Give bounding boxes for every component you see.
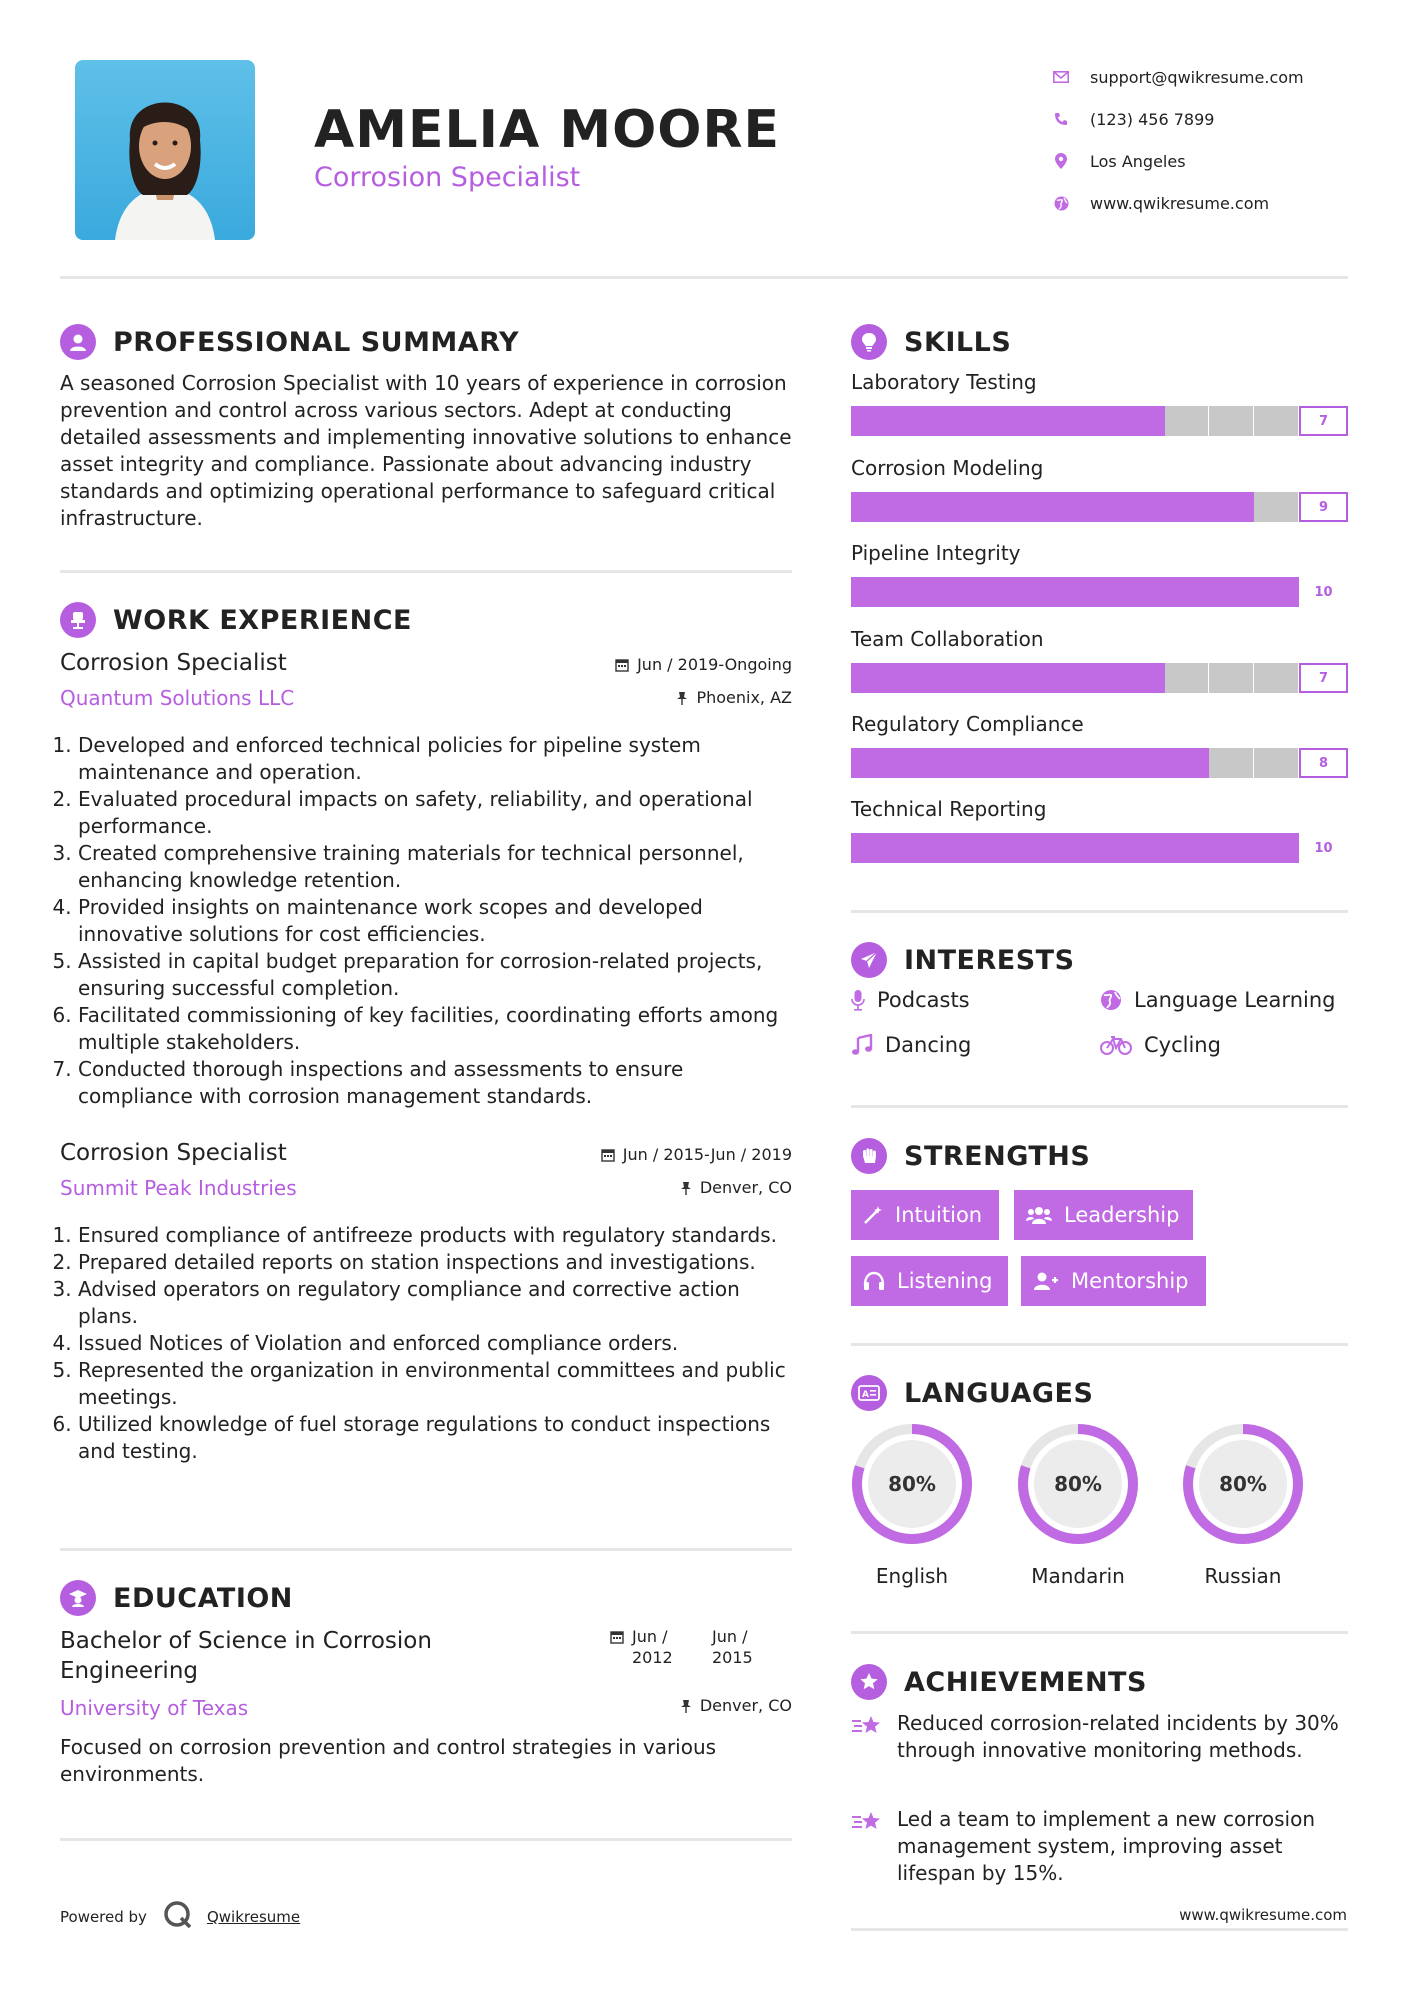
user-icon: [60, 324, 96, 360]
job-bullet: 3. Created comprehensive training materials for technical personnel, enhancing knowledge retention.: [78, 840, 792, 894]
graduate-icon: [60, 1580, 96, 1616]
skill-segment-filled: [851, 663, 896, 693]
job-company: Summit Peak Industries: [60, 1176, 297, 1200]
job-bullet: 1. Ensured compliance of antifreeze products with regulatory standards.: [78, 1222, 792, 1249]
skill-segment-filled: [1030, 406, 1075, 436]
phone-icon: [1050, 108, 1072, 130]
achievement-text: Led a team to implement a new corrosion management system, improving asset lifespan by 15%.: [897, 1807, 1316, 1885]
language-ring: [1181, 1422, 1305, 1546]
footer-url[interactable]: www.qwikresume.com: [1179, 1906, 1347, 1924]
shooting-star-icon: [851, 1710, 897, 1764]
achievement-item: [851, 1806, 1348, 1887]
skill-segment-filled: [1254, 577, 1299, 607]
skill-segment-filled: [985, 577, 1030, 607]
summary-title: PROFESSIONAL SUMMARY: [113, 326, 520, 358]
skill-name: Laboratory Testing: [851, 370, 1037, 394]
star-badge-icon: [851, 1664, 887, 1700]
user-plus-icon: [1033, 1271, 1059, 1291]
skill-segment-filled: [941, 406, 986, 436]
job-date: [615, 655, 792, 674]
skill-segment-filled: [1120, 577, 1165, 607]
skill-segment-filled: [851, 748, 896, 778]
edu-school: University of Texas: [60, 1696, 249, 1720]
skill-segment-empty: [1165, 663, 1209, 693]
job-bullets: [60, 732, 792, 1110]
education-divider: [60, 1838, 792, 1841]
job-bullet: 2. Evaluated procedural impacts on safety, reliability, and operational performance.: [78, 786, 792, 840]
language-percent: 80%: [1219, 1472, 1267, 1496]
skill-name: Team Collaboration: [851, 627, 1044, 651]
skill-segment-filled: [851, 406, 896, 436]
edu-dates: [610, 1626, 792, 1668]
skill-segment-filled: [1030, 833, 1075, 863]
edu-description: Focused on corrosion prevention and control strategies in various environments.: [60, 1735, 717, 1786]
skill-segment-filled: [1075, 833, 1120, 863]
skill-segment-filled: [896, 663, 941, 693]
skill-segment-filled: [941, 663, 986, 693]
skill-name: Regulatory Compliance: [851, 712, 1084, 736]
bicycle-icon: [1100, 1035, 1132, 1055]
skill-segment-empty: [1209, 406, 1253, 436]
skill-segment-filled: [985, 406, 1030, 436]
languages-divider: [851, 1631, 1348, 1634]
skill-segment-filled: [1030, 663, 1075, 693]
profile-photo: [75, 60, 255, 240]
interests-heading: [851, 942, 1075, 978]
skill-segment-filled: [1120, 406, 1165, 436]
job-bullet: 7. Conducted thorough inspections and assessments to ensure compliance with corrosion management standards.: [78, 1056, 792, 1110]
skill-segment-filled: [851, 492, 896, 522]
qwikresume-link[interactable]: Qwikresume: [206, 1908, 301, 1926]
job-bullets: [60, 1222, 792, 1465]
job-location-text: Phoenix, AZ: [696, 688, 792, 707]
job-bullet: 5. Represented the organization in environmental committees and public meetings.: [78, 1357, 792, 1411]
skill-segment-filled: [1165, 833, 1210, 863]
skill-name: Pipeline Integrity: [851, 541, 1021, 565]
location-pin-icon: [1050, 150, 1072, 172]
skill-segment-filled: [1254, 833, 1299, 863]
powered-by-text: Powered by: [60, 1908, 147, 1926]
language-ring: [1016, 1422, 1140, 1546]
job-company: Quantum Solutions LLC: [60, 686, 295, 710]
skill-segment-empty: [1209, 748, 1253, 778]
skill-bar: [851, 833, 1348, 863]
interests-divider: [851, 1105, 1348, 1108]
headphones-icon: [863, 1271, 885, 1291]
paper-plane-icon: [851, 942, 887, 978]
skill-segment-empty: [1254, 406, 1298, 436]
skills-title: SKILLS: [904, 326, 1012, 358]
skill-item: [851, 712, 1348, 778]
skill-item: [851, 797, 1348, 863]
skill-item: [851, 541, 1348, 607]
svg-text:A: A: [862, 1390, 869, 1400]
skill-segment-filled: [1165, 577, 1210, 607]
skill-segment-filled: [896, 492, 941, 522]
skill-level: 7: [1299, 663, 1348, 693]
skill-level: 10: [1299, 833, 1348, 863]
skill-segment-empty: [1165, 406, 1209, 436]
contact-website[interactable]: [1050, 182, 1380, 224]
job-location: [680, 1178, 792, 1197]
skill-segment-filled: [941, 492, 986, 522]
skill-segment-filled: [1120, 833, 1165, 863]
job-bullet: 4. Provided insights on maintenance work scopes and developed innovative solutions for cost efficiencies.: [78, 894, 792, 948]
footer-powered-by: [60, 1900, 300, 1934]
language-percent: 80%: [1054, 1472, 1102, 1496]
skill-bar: [851, 406, 1348, 436]
education-entry: [60, 1626, 792, 1788]
skill-segment-empty: [1254, 492, 1298, 522]
interest-item: [1100, 988, 1335, 1012]
skill-segment-filled: [851, 833, 896, 863]
skill-segment-filled: [896, 748, 941, 778]
skill-segment-filled: [1209, 833, 1254, 863]
skill-segment-filled: [1209, 492, 1254, 522]
language-item: [1013, 1422, 1143, 1588]
skill-name: Corrosion Modeling: [851, 456, 1044, 480]
skill-bar: [851, 748, 1348, 778]
language-item: [847, 1422, 977, 1588]
skill-item: [851, 370, 1348, 436]
lightbulb-icon: [851, 324, 887, 360]
skill-segment-filled: [941, 577, 986, 607]
skill-item: [851, 456, 1348, 522]
interest-item: [851, 1033, 971, 1057]
skill-segment-filled: [941, 833, 986, 863]
globe-icon: [1100, 989, 1122, 1011]
skills-divider: [851, 910, 1348, 913]
strength-tag: [1014, 1190, 1193, 1240]
skill-level: 9: [1299, 492, 1348, 522]
skill-segment-filled: [985, 748, 1030, 778]
language-icon: [851, 1375, 887, 1411]
strength-label: Listening: [897, 1269, 993, 1293]
achievement-item: [851, 1710, 1348, 1764]
job-date-text: Jun / 2019-Ongoing: [637, 655, 792, 674]
strength-tag: [851, 1256, 1008, 1306]
skill-segment-empty: [1209, 663, 1253, 693]
job-location-text: Denver, CO: [699, 1178, 792, 1197]
skill-segment-filled: [1075, 663, 1120, 693]
education-heading: [60, 1580, 293, 1616]
calendar-icon: [610, 1630, 624, 1644]
job-location: [676, 688, 792, 707]
job-bullet: 2. Prepared detailed reports on station inspections and investigations.: [78, 1249, 792, 1276]
job-bullet: 6. Utilized knowledge of fuel storage regulations to conduct inspections and testing.: [78, 1411, 792, 1465]
edu-location: [680, 1696, 792, 1715]
microphone-icon: [851, 989, 865, 1011]
experience-title: WORK EXPERIENCE: [113, 604, 412, 636]
contact-website-text: www.qwikresume.com: [1090, 193, 1270, 213]
achievements-divider: [851, 1928, 1348, 1931]
summary-heading: [60, 324, 519, 360]
shooting-star-icon: [851, 1806, 897, 1887]
interest-label: Cycling: [1144, 1033, 1221, 1057]
globe-icon: [1050, 192, 1072, 214]
candidate-title: Corrosion Specialist: [314, 162, 581, 193]
interest-label: Podcasts: [877, 988, 970, 1012]
music-note-icon: [851, 1034, 873, 1056]
skill-segment-filled: [985, 492, 1030, 522]
job-bullet: 5. Assisted in capital budget preparation for corrosion-related projects, ensuring successful completion.: [78, 948, 792, 1002]
skill-segment-filled: [1030, 577, 1075, 607]
edu-end: Jun / 2015: [712, 1627, 753, 1667]
strength-label: Mentorship: [1071, 1269, 1189, 1293]
skill-segment-filled: [1165, 492, 1210, 522]
skill-segment-filled: [851, 577, 896, 607]
skill-segment-filled: [896, 577, 941, 607]
pushpin-icon: [676, 691, 688, 705]
strengths-heading: [851, 1138, 1090, 1174]
job-bullet: 6. Facilitated commissioning of key facilities, coordinating efforts among multiple stakeholders.: [78, 1002, 792, 1056]
interests-title: INTERESTS: [904, 944, 1075, 976]
edu-start: Jun / 2012: [632, 1627, 673, 1667]
skill-level: 10: [1299, 577, 1348, 607]
summary-divider: [60, 570, 792, 573]
edu-location-text: Denver, CO: [699, 1696, 792, 1715]
skill-segment-filled: [1120, 492, 1165, 522]
job-bullet: 4. Issued Notices of Violation and enforced compliance orders.: [78, 1330, 792, 1357]
achievements-heading: [851, 1664, 1147, 1700]
job-bullet: 3. Advised operators on regulatory compliance and corrective action plans.: [78, 1276, 792, 1330]
contact-email[interactable]: [1050, 56, 1380, 98]
strength-label: Leadership: [1064, 1203, 1180, 1227]
fist-icon: [851, 1138, 887, 1174]
skill-segment-filled: [1209, 577, 1254, 607]
achievement-text: Reduced corrosion-related incidents by 30% through innovative monitoring methods.: [897, 1711, 1339, 1762]
skills-heading: [851, 324, 1011, 360]
pushpin-icon: [680, 1699, 692, 1713]
education-title: EDUCATION: [113, 1582, 293, 1614]
skill-segment-filled: [1075, 406, 1120, 436]
skill-segment-empty: [1254, 663, 1298, 693]
strengths-divider: [851, 1343, 1348, 1346]
magic-wand-icon: [863, 1205, 883, 1225]
job-date-text: Jun / 2015-Jun / 2019: [622, 1145, 792, 1164]
job-entry-2: [60, 1140, 792, 1465]
achievements-title: ACHIEVEMENTS: [904, 1666, 1147, 1698]
contact-phone[interactable]: [1050, 98, 1380, 140]
contact-location: [1050, 140, 1380, 182]
skill-segment-filled: [1120, 663, 1165, 693]
language-item: [1178, 1422, 1308, 1588]
skill-name: Technical Reporting: [851, 797, 1047, 821]
job-entry-1: [60, 650, 792, 1110]
skill-bar: [851, 577, 1348, 607]
skill-bar: [851, 492, 1348, 522]
experience-heading: [60, 602, 412, 638]
interest-label: Dancing: [885, 1033, 972, 1057]
job-title: Corrosion Specialist: [60, 1140, 287, 1166]
users-icon: [1026, 1205, 1052, 1225]
skill-level: 7: [1299, 406, 1348, 436]
header-divider: [60, 276, 1348, 279]
skill-segment-filled: [1030, 492, 1075, 522]
contact-email-text: support@qwikresume.com: [1090, 67, 1304, 87]
skill-segment-filled: [896, 406, 941, 436]
skill-segment-filled: [941, 748, 986, 778]
language-ring: [850, 1422, 974, 1546]
job-bullet: 1. Developed and enforced technical policies for pipeline system maintenance and operation.: [78, 732, 792, 786]
interest-label: Language Learning: [1134, 988, 1336, 1012]
job-title: Corrosion Specialist: [60, 650, 287, 676]
skill-segment-filled: [1165, 748, 1210, 778]
skill-bar: [851, 663, 1348, 693]
experience-divider: [60, 1548, 792, 1551]
interest-item: [1100, 1033, 1221, 1057]
contact-location-text: Los Angeles: [1090, 151, 1186, 171]
strength-tag: [851, 1190, 999, 1240]
skill-segment-filled: [1120, 748, 1165, 778]
strength-tag: [1021, 1256, 1206, 1306]
languages-title: LANGUAGES: [904, 1377, 1094, 1409]
calendar-icon: [615, 658, 629, 672]
skill-segment-filled: [896, 833, 941, 863]
contact-list: [1050, 56, 1380, 224]
languages-heading: [851, 1375, 1093, 1411]
skill-segment-filled: [1030, 748, 1075, 778]
edu-degree: Bachelor of Science in Corrosion Engineering: [60, 1628, 432, 1684]
contact-phone-text: (123) 456 7899: [1090, 109, 1215, 129]
skill-level: 8: [1299, 748, 1348, 778]
skill-segment-filled: [985, 833, 1030, 863]
strengths-title: STRENGTHS: [904, 1140, 1091, 1172]
job-date: [601, 1145, 792, 1164]
summary-text: A seasoned Corrosion Specialist with 10 years of experience in corrosion prevention and control across various sectors. Adept at conducting detailed assessments and implementing innovative solutions to enhance asset integrity and compliance. Passionate about advancing industry standards and optimizing operational performance to safeguard critical infrastructure.: [60, 371, 792, 530]
language-name: English: [875, 1564, 949, 1588]
language-name: Mandarin: [1031, 1564, 1125, 1588]
candidate-name: AMELIA MOORE: [314, 100, 781, 160]
language-name: Russian: [1204, 1564, 1282, 1588]
skill-segment-filled: [985, 663, 1030, 693]
chair-icon: [60, 602, 96, 638]
language-percent: 80%: [888, 1472, 936, 1496]
pushpin-icon: [680, 1181, 692, 1195]
interest-item: [851, 988, 970, 1012]
envelope-icon: [1050, 66, 1072, 88]
skill-item: [851, 627, 1348, 693]
skill-segment-empty: [1254, 748, 1298, 778]
skill-segment-filled: [1075, 748, 1120, 778]
strength-label: Intuition: [895, 1203, 983, 1227]
calendar-icon: [601, 1148, 615, 1162]
qwikresume-logo-icon: [163, 1900, 193, 1934]
skill-segment-filled: [1075, 577, 1120, 607]
skill-segment-filled: [1075, 492, 1120, 522]
